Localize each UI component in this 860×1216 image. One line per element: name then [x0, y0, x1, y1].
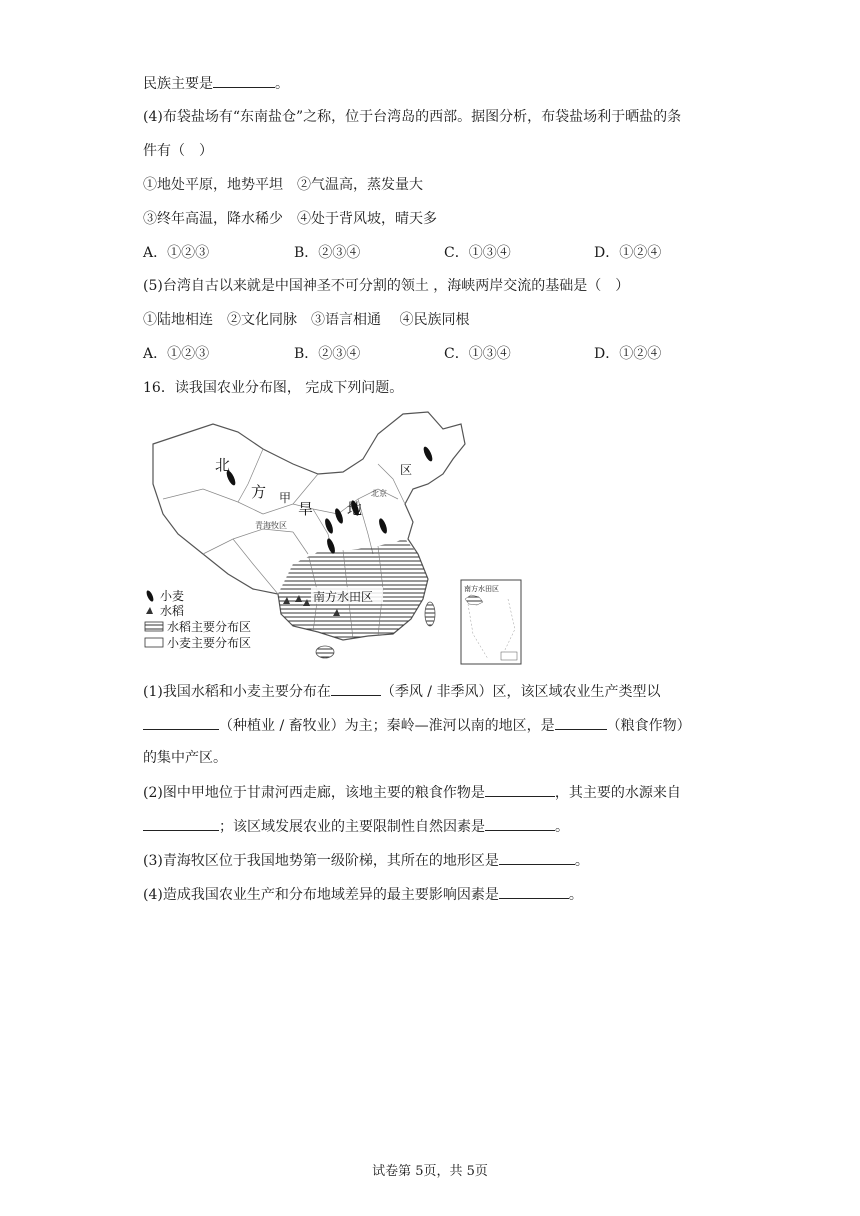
map-label-south-paddy: 南方水田区 — [313, 590, 374, 604]
answer-line-ethnic: 民族主要是 。 — [143, 73, 289, 94]
map-label-jia: 甲 — [279, 491, 292, 505]
answer-blank[interactable] — [555, 715, 607, 730]
q16-sub1-line3: 的集中产区。 — [143, 750, 227, 766]
map-label-bei: 北 — [215, 456, 231, 474]
question-4-items-1: ①地处平原，地势平坦 ②气温高，蒸发量大 — [143, 177, 423, 193]
q5-option-a[interactable]: A．①②③ — [143, 346, 210, 362]
q16-sub2-line1: (2)图中甲地位于甘肃河西走廊，该地主要的粮食作物是 ，其主要的水源来自 — [143, 782, 681, 803]
legend-rice-area-label: 水稻主要分布区 — [167, 620, 252, 634]
china-agriculture-map — [143, 404, 525, 666]
legend-wheat-area-label: 小麦主要分布区 — [167, 636, 252, 650]
answer-blank[interactable] — [499, 850, 575, 865]
q5-option-b[interactable]: B．②③④ — [294, 346, 361, 362]
map-label-qinghai: 青海牧区 — [255, 521, 287, 530]
question-4-items-2: ③终年高温，降水稀少 ④处于背风坡，晴天多 — [143, 211, 437, 227]
answer-blank[interactable] — [485, 782, 555, 797]
answer-blank[interactable] — [499, 884, 569, 899]
q4-option-c[interactable]: C．①③④ — [444, 245, 511, 261]
legend-wheat-icon — [145, 590, 155, 603]
answer-blank[interactable] — [143, 816, 219, 831]
legend-wheat-area-swatch — [145, 638, 163, 647]
question-4-stem-cont: 件有（ ） — [143, 143, 213, 159]
question-4-stem: (4)布袋盐场有“东南盐仓”之称，位于台湾岛的西部。据图分析，布袋盐场利于晒盐的条 — [143, 109, 682, 125]
page-footer: 试卷第 5页，共 5页 — [372, 1164, 488, 1179]
q4-option-b[interactable]: B．②③④ — [294, 245, 361, 261]
question-5-items: ①陆地相连 ②文化同脉 ③语言相通 ④民族同根 — [143, 312, 470, 328]
q5-option-d[interactable]: D．①②④ — [594, 346, 662, 362]
answer-blank[interactable] — [143, 715, 219, 730]
legend-rice-area-swatch — [145, 622, 163, 631]
q16-sub1-line1: (1)我国水稻和小麦主要分布在 （季风 / 非季风）区，该区域农业生产类型以 — [143, 681, 660, 702]
map-label-beijing: 北京 — [371, 489, 387, 498]
answer-blank[interactable] — [331, 681, 381, 696]
legend-rice-icon — [146, 607, 153, 614]
south-china-sea-inset — [461, 580, 521, 664]
answer-blank[interactable] — [213, 73, 275, 88]
taiwan-island — [425, 602, 435, 626]
q4-option-a[interactable]: A．①②③ — [143, 245, 210, 261]
q16-sub2-line2: ；该区域发展农业的主要限制性自然因素是 。 — [143, 816, 569, 837]
map-label-qu: 区 — [400, 463, 413, 477]
map-label-han: 旱 — [298, 500, 314, 518]
q16-sub3: (3)青海牧区位于我国地势第一级阶梯，其所在的地形区是 。 — [143, 850, 589, 871]
q16-sub4: (4)造成我国农业生产和分布地域差异的最主要影响因素是 。 — [143, 884, 583, 905]
q4-option-d[interactable]: D．①②④ — [594, 245, 662, 261]
answer-blank[interactable] — [485, 816, 555, 831]
map-label-di: 地 — [347, 500, 363, 518]
inset-title: 南方水田区 — [464, 585, 499, 593]
q16-sub1-line2: （种植业 / 畜牧业）为主；秦岭—淮河以南的地区，是 （粮食作物） — [143, 715, 691, 736]
legend-wheat-label: 小麦 — [160, 589, 185, 603]
question-16-title: 16．读我国农业分布图， 完成下列问题。 — [143, 380, 404, 396]
legend-rice-label: 水稻 — [160, 604, 185, 618]
hainan-island — [316, 646, 334, 658]
q5-option-c[interactable]: C．①③④ — [444, 346, 511, 362]
map-legend — [145, 589, 251, 650]
question-5-stem: (5)台湾自古以来就是中国神圣不可分割的领土 ，海峡两岸交流的基础是（ ） — [143, 278, 630, 294]
map-label-fang: 方 — [251, 483, 267, 501]
